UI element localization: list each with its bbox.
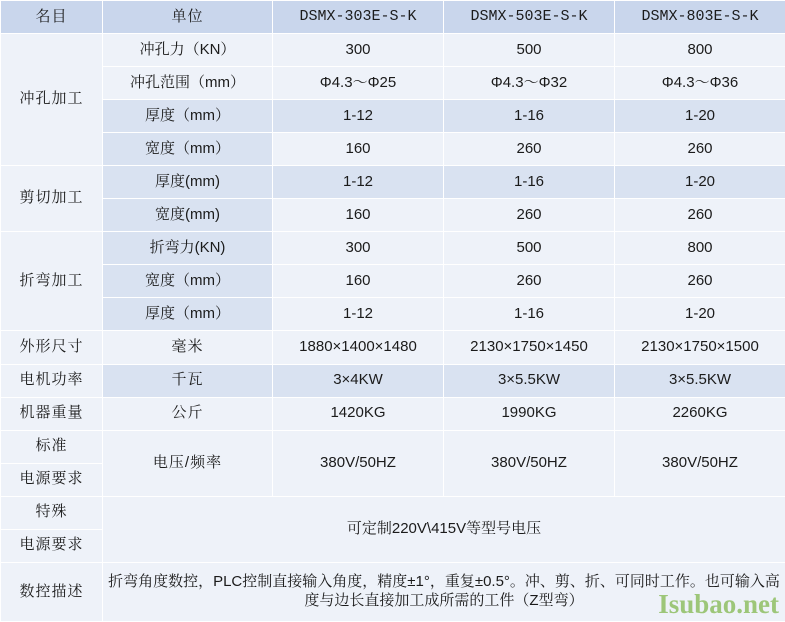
row-value: Φ4.3～Φ25 (273, 67, 444, 100)
row-value: 800 (615, 232, 785, 265)
group-label-shearing: 剪切加工 (1, 166, 103, 232)
row-value: 3×5.5KW (615, 364, 785, 397)
table-header-row (1, 1, 785, 34)
row-value: 380V/50HZ (444, 430, 615, 496)
table-row (1, 133, 785, 166)
table-row (1, 430, 785, 463)
row-label-standard-power-2: 电源要求 (1, 463, 103, 496)
header-cell-model-2: DSMX-503E-S-K (444, 1, 615, 34)
row-value: 380V/50HZ (273, 430, 444, 496)
row-value: 160 (273, 199, 444, 232)
row-value: Φ4.3～Φ36 (615, 67, 785, 100)
row-unit: 厚度（mm） (103, 298, 273, 331)
row-unit: 厚度(mm) (103, 166, 273, 199)
row-value: 500 (444, 34, 615, 67)
row-label-machine-weight: 机器重量 (1, 397, 103, 430)
row-unit: 毫米 (103, 331, 273, 364)
row-unit: 千瓦 (103, 364, 273, 397)
table-row (1, 199, 785, 232)
row-label-motor-power: 电机功率 (1, 364, 103, 397)
row-unit: 冲孔力（KN） (103, 34, 273, 67)
row-value: 160 (273, 265, 444, 298)
header-cell-name: 名目 (1, 1, 103, 34)
table-row (1, 331, 785, 364)
row-value: 260 (444, 199, 615, 232)
row-value: 1990KG (444, 397, 615, 430)
row-value: 2130×1750×1450 (444, 331, 615, 364)
row-value: 2130×1750×1500 (615, 331, 785, 364)
table-row (1, 67, 785, 100)
row-value: 1-12 (273, 166, 444, 199)
table-row (1, 232, 785, 265)
row-label-special-power-2: 电源要求 (1, 529, 103, 562)
table-row (1, 298, 785, 331)
row-value: Φ4.3～Φ32 (444, 67, 615, 100)
table-row (1, 397, 785, 430)
cnc-description-text: 折弯角度数控，PLC控制直接输入角度，精度±1°，重复±0.5°。冲、剪、折、可同时工作。也可输入高度与边长直接加工成所需的工件（Z型弯） (103, 562, 785, 621)
row-value: 380V/50HZ (615, 430, 785, 496)
table-row (1, 166, 785, 199)
row-value: 260 (615, 199, 785, 232)
table-row (1, 34, 785, 67)
row-unit: 宽度（mm） (103, 265, 273, 298)
header-cell-unit: 单位 (103, 1, 273, 34)
row-unit: 厚度（mm） (103, 100, 273, 133)
row-value: 1420KG (273, 397, 444, 430)
row-value: 1-16 (444, 100, 615, 133)
header-cell-model-1: DSMX-303E-S-K (273, 1, 444, 34)
row-value: 1-20 (615, 100, 785, 133)
header-cell-model-3: DSMX-803E-S-K (615, 1, 785, 34)
row-unit: 宽度(mm) (103, 199, 273, 232)
row-value: 1-12 (273, 298, 444, 331)
row-unit: 公斤 (103, 397, 273, 430)
row-value: 1-16 (444, 166, 615, 199)
row-label-special-power-1: 特殊 (1, 496, 103, 529)
row-value: 2260KG (615, 397, 785, 430)
special-power-note: 可定制220V\415V等型号电压 (103, 496, 785, 562)
row-value: 1-20 (615, 298, 785, 331)
group-label-punching: 冲孔加工 (1, 34, 103, 166)
table-row (1, 496, 785, 529)
row-value: 260 (615, 265, 785, 298)
table-row (1, 265, 785, 298)
table-row (1, 562, 785, 621)
row-value: 1-12 (273, 100, 444, 133)
row-value: 300 (273, 34, 444, 67)
row-unit: 冲孔范围（mm） (103, 67, 273, 100)
row-value: 3×4KW (273, 364, 444, 397)
row-value: 800 (615, 34, 785, 67)
row-value: 1-20 (615, 166, 785, 199)
row-unit: 折弯力(KN) (103, 232, 273, 265)
row-value: 260 (615, 133, 785, 166)
row-value: 260 (444, 265, 615, 298)
watermark: Isubao.net (658, 589, 779, 619)
row-label-standard-power-1: 标准 (1, 430, 103, 463)
row-value: 1880×1400×1480 (273, 331, 444, 364)
row-label-dimensions: 外形尺寸 (1, 331, 103, 364)
row-value: 300 (273, 232, 444, 265)
row-value: 3×5.5KW (444, 364, 615, 397)
row-value: 1-16 (444, 298, 615, 331)
row-value: 500 (444, 232, 615, 265)
row-unit: 宽度（mm） (103, 133, 273, 166)
row-unit-voltage-frequency: 电压/频率 (103, 430, 273, 496)
table-row (1, 364, 785, 397)
row-label-cnc-description: 数控描述 (1, 562, 103, 621)
row-value: 160 (273, 133, 444, 166)
table-row (1, 100, 785, 133)
group-label-bending: 折弯加工 (1, 232, 103, 331)
row-value: 260 (444, 133, 615, 166)
